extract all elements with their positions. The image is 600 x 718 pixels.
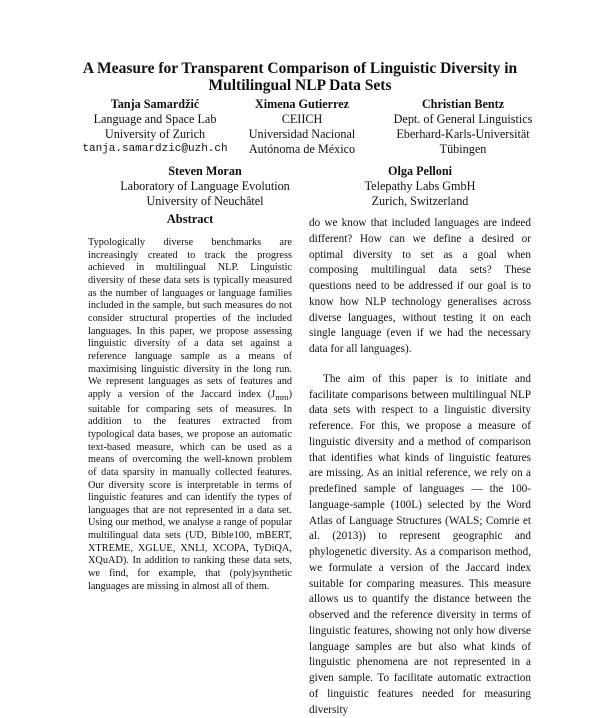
author-name: Christian Bentz — [421, 97, 505, 111]
body-paragraph: The aim of this paper is to initiate and facilitate comparisons between multilingual NLP data sets with respect to a linguistic diversity reference. For this, we propose a measure of linguistic diversity and a method of comparison that identifies what kinds of linguistic features are missing. As an initial reference, we rely on a predefined sample of languages — the 100-language-sample (100L) selected by the Word Atlas of Language Structures (WALS; Comrie et al. (2013)) to represent geographic and phylogenetic diversity. As a comparison method, we formulate a version of the Jaccard index suitable for comparing measures. This measure allows us to quantify the distance between the observed and the reference diversity in terms of linguistic features, showing not only how diverse language samples are but also what kinds of linguistic phenomena are not represented in a given sample. To facilitate automatic extraction of linguistic features needed for measuring diversity — [309, 372, 531, 716]
abstract-heading: Abstract — [166, 212, 214, 226]
author-name: Ximena Gutierrez — [254, 97, 350, 111]
author-affiliation: Laboratory of Language Evolution — [120, 179, 290, 193]
author-block — [80, 97, 230, 157]
author-affiliation: Universidad Nacional — [248, 127, 356, 141]
author-block — [232, 97, 372, 157]
author-affiliation: CEIICH — [281, 112, 323, 126]
author-affiliation: Tübingen — [439, 142, 487, 156]
author-affiliation: Zurich, Switzerland — [371, 194, 469, 208]
author-affiliation: University of Neuchâtel — [146, 194, 264, 208]
author-name: Tanja Samardžić — [110, 97, 200, 111]
author-name: Steven Moran — [168, 164, 242, 178]
author-affiliation: Eberhard-Karls-Universität — [396, 127, 530, 141]
author-block — [330, 164, 510, 209]
author-email[interactable]: tanja.samardzic@uzh.ch — [82, 143, 228, 155]
author-affiliation: Dept. of General Linguistics — [393, 112, 533, 126]
author-name: Olga Pelloni — [388, 164, 452, 178]
author-affiliation: Language and Space Lab — [93, 112, 217, 126]
body-column — [309, 216, 531, 718]
author-affiliation: Autónoma de México — [248, 142, 356, 156]
abstract-text-part: Typologically diverse benchmarks are increasingly created to track the progress achieved in multilingual NLP. Linguistic diversity of these data sets is typically measured as the number of languages or language families included in the sample, but such measures do not consider structural properties of the included languages. In this paper, we propose assessing linguistic diversity of a data set against a reference language sample as a means of maximising linguistic diversity in the long run. We represent languages as sets of features and apply a version of the Jaccard index (J — [88, 237, 292, 400]
author-affiliation: University of Zurich — [104, 127, 206, 141]
abstract-text — [88, 237, 292, 593]
abstract-text-part: ) suitable for comparing sets of measures. In addition to the features extracted from typological data bases, we propose an automatic text-based measure, which can be used as a means of overcoming the well-known problem of data sparsity in manually collected features. Our diversity score is interpretable in terms of linguistic features and can identify the types of languages that are not represented in a data set. Using our method, we analyse a range of popular multilingual data sets (UD, Bible100, mBERT, XTREME, XGLUE, XNLI, XCOPA, TyDiQA, XQuAD). In addition to ranking these data sets, we find, for example, that (poly)synthetic languages are missing in almost all of them. — [88, 388, 292, 592]
author-affiliation: Telepathy Labs GmbH — [364, 179, 476, 193]
author-block — [378, 97, 548, 157]
author-block — [100, 164, 310, 209]
jaccard-subscript: mm — [275, 391, 289, 402]
body-paragraph: do we know that included languages are indeed different? How can we define a desired or optimal diversity to set as a goal when composing multilingual data sets? These questions need to be addressed if our goal is to know how NLP technology generalises across diverse languages, without testing it on each single language (even if we had the necessary data for all languages). — [309, 217, 531, 355]
paper-title: A Measure for Transparent Comparison of Linguistic Diversity in Multilingual NLP Data Sets — [82, 60, 518, 94]
